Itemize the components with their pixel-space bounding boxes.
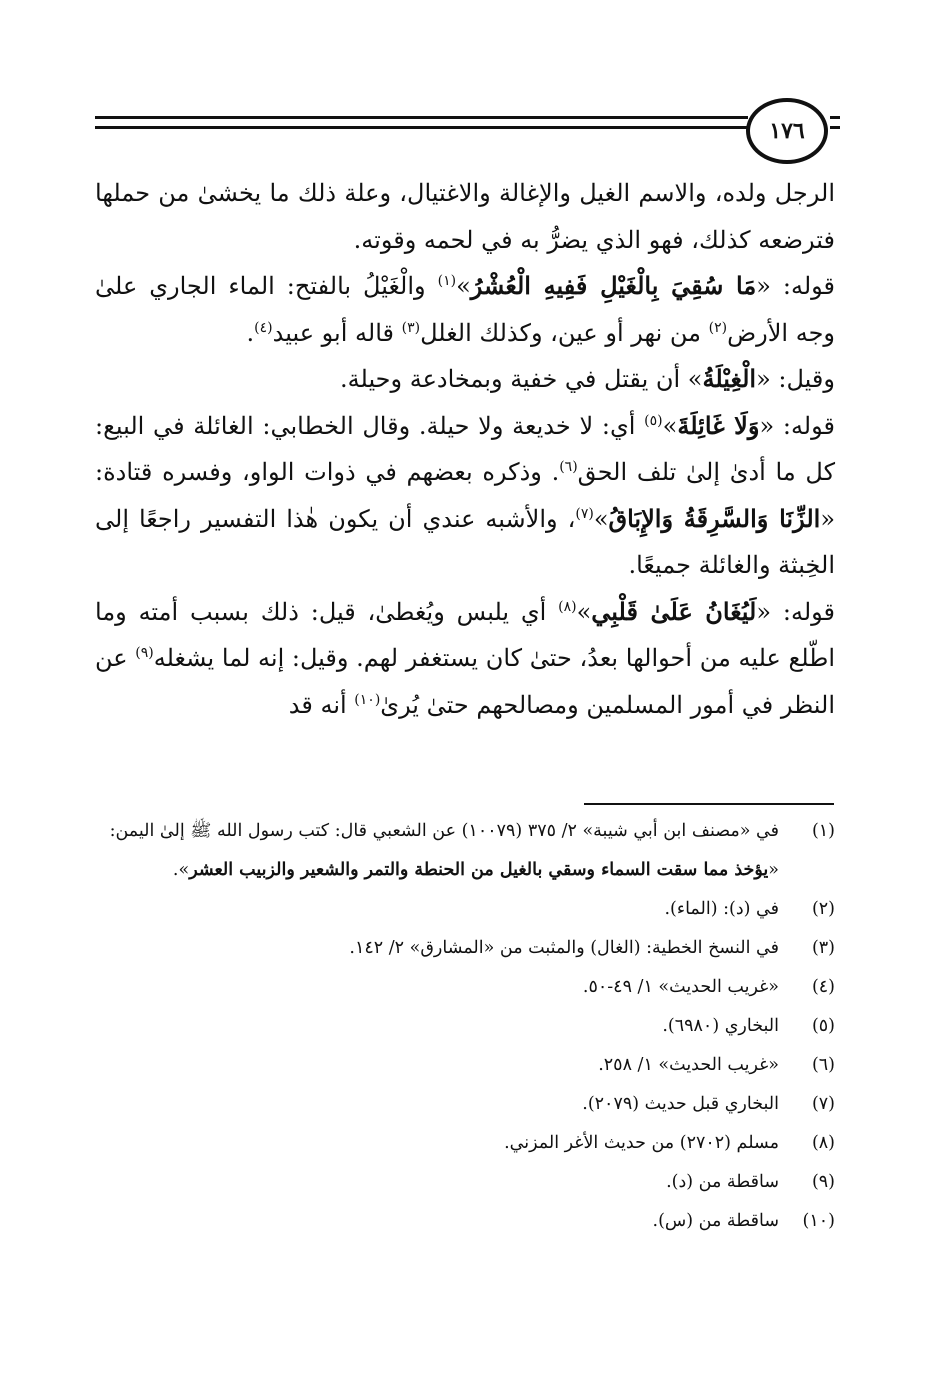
footnote-text: البخاري قبل حديث (٢٠٧٩). — [582, 1094, 779, 1114]
footnote-number: (٧) — [811, 1094, 835, 1114]
p2-text-e: قاله أبو عبيد — [272, 318, 402, 347]
footnote-text: في النسخ الخطية: (الغال) والمثبت من «المشارق» ٢/ ١٤٢. — [349, 938, 779, 958]
footnote-7 — [95, 1085, 835, 1124]
footnote-ref-4[interactable]: (٤) — [254, 319, 273, 336]
footnote-text: في (د): (الماء). — [664, 899, 779, 919]
paragraph-3 — [95, 356, 835, 403]
footnote-text: ساقطة من (د). — [666, 1172, 779, 1192]
footnote-1-text-c: ». — [172, 860, 190, 880]
p2-text-f: . — [246, 318, 255, 347]
footnote-text: «غريب الحديث» ١/ ٢٥٨. — [598, 1055, 779, 1075]
footnote-ref-7[interactable]: (٧) — [575, 505, 594, 522]
footnote-ref-2[interactable]: (٢) — [708, 319, 728, 336]
header-rule-top — [95, 116, 748, 119]
footnote-text: البخاري (٦٩٨٠). — [662, 1016, 779, 1036]
footnote-ref-10[interactable]: (١٠) — [354, 691, 381, 708]
footnotes — [95, 812, 835, 1241]
paragraph-5 — [95, 589, 835, 729]
p2-intro: قوله: « — [756, 272, 836, 300]
header-rule-right — [830, 116, 840, 119]
footnote-2 — [95, 890, 835, 929]
hadith-quote-1: مَا سُقِيَ بِالْغَيْلِ فَفِيهِ الْعُشْرُ — [470, 271, 757, 300]
p4-close-2: » — [593, 504, 609, 533]
footnote-number: (٢) — [811, 899, 835, 919]
footnote-number: (٥) — [811, 1016, 835, 1036]
footnote-number: (٩) — [811, 1172, 835, 1192]
page-number: ١٧٦ — [769, 118, 805, 144]
footnote-1-text-a: في «مصنف ابن أبي شيبة» ٢/ ٣٧٥ (١٠٠٧٩) عن الشعبي قال: كتب رسول الله ﷺ إلىٰ اليمن: « — [109, 821, 779, 880]
hadith-quote-4: لَيُغَانُ عَلَىٰ قَلْبِي — [591, 596, 757, 626]
p3-text: » أن يقتل في خفية وبمخادعة وحيلة. — [340, 365, 703, 393]
footnote-number: (٦) — [811, 1055, 835, 1075]
footnote-number: (١٠) — [802, 1211, 835, 1231]
footnote-10 — [95, 1202, 835, 1241]
footnote-text — [95, 812, 779, 890]
term-ghila: الْغِيْلَةُ — [702, 364, 757, 393]
p5-text-e: أنه قد — [288, 690, 355, 719]
p5-text-d: عن النظر في أمور المسلمين ومصالحهم حتىٰ يُرىٰ — [95, 644, 835, 719]
p4-intro: قوله: « — [759, 411, 835, 440]
footnote-ref-3[interactable]: (٣) — [401, 319, 421, 336]
footnote-ref-6[interactable]: (٦) — [559, 459, 578, 475]
p5-text-c: أي يلبس ويُغطىٰ، قيل: ذلك بسبب أمته وما اطّلع عليه من أحوالها بعدُ، حتىٰ كان يستغفر لهم. وقيل: إنه لما يشغله — [95, 597, 836, 672]
paragraph-1-text: الرجل ولده، والاسم الغيل والإغالة والاغتيال، وعلة ذلك ما يخشىٰ من حملها فترضعه كذلك، فهو الذي يضرُّ به في لحمه وقوته. — [95, 179, 835, 254]
p5-intro: قوله: « — [756, 597, 836, 626]
page-header — [95, 98, 840, 158]
footnote-ref-1[interactable]: (١) — [437, 273, 457, 289]
p4-text-f: ، والأشبه عندي أن يكون هٰذا التفسير راجعًا إلى الخِبثة والغائلة جميعًا. — [95, 504, 835, 579]
footnote-number: (٤) — [811, 977, 835, 997]
p2-text-d: من نهر أو عين، وكذلك الغلل — [420, 318, 709, 347]
footnote-5 — [95, 1007, 835, 1046]
footnote-1-quote: يؤخذ مما سقت السماء وسقي بالغيل من الحنطة والتمر والشعير والزبيب العشر — [189, 860, 769, 880]
hadith-quote-3: الزِّنَا وَالسَّرِقَةُ وَالإِبَاقُ — [608, 503, 821, 533]
paragraph-2 — [95, 263, 835, 356]
hadith-quote-2: وَلَا غَائِلَةَ — [677, 410, 760, 440]
p2-text-c: والْغَيْلُ بالفتح: الماء الجاري علىٰ وجه الأرض — [95, 272, 835, 347]
footnote-number: (٣) — [811, 938, 835, 958]
p4-text-c: أي: لا خديعة ولا حيلة. وقال الخطابي: الغائلة في البيع: كل ما أدىٰ إلىٰ تلف الحق — [95, 411, 836, 486]
footnote-text: مسلم (٢٧٠٢) من حديث الأغر المزني. — [504, 1133, 779, 1153]
footnote-text: ساقطة من (س). — [652, 1211, 779, 1231]
p4-text-d: . وذكره بعضهم في ذوات الواو، وفسره قتادة: « — [95, 458, 835, 533]
footnote-1 — [95, 812, 835, 890]
p2-close: » — [456, 272, 471, 300]
footnote-6 — [95, 1046, 835, 1085]
p3-intro: وقيل: « — [756, 365, 835, 393]
p4-close: » — [662, 411, 678, 440]
page-number-badge — [746, 98, 828, 164]
footnote-number: (١) — [811, 821, 835, 841]
footnote-4 — [95, 968, 835, 1007]
footnote-ref-9[interactable]: (٩) — [135, 645, 154, 661]
header-rule-right-2 — [830, 126, 840, 129]
paragraph-4 — [95, 403, 835, 589]
footnote-8 — [95, 1124, 835, 1163]
footnote-9 — [95, 1163, 835, 1202]
paragraph-1 — [95, 170, 835, 263]
footnote-ref-8[interactable]: (٨) — [558, 598, 577, 615]
footnote-3 — [95, 929, 835, 968]
footnote-number: (٨) — [811, 1133, 835, 1153]
footnote-ref-5[interactable]: (٥) — [644, 412, 663, 429]
header-rule-bottom — [95, 126, 748, 129]
main-text — [95, 170, 835, 728]
footnote-separator — [584, 803, 834, 805]
footnote-text: «غريب الحديث» ١/ ٤٩-٥٠. — [582, 977, 779, 997]
p5-close: » — [576, 597, 592, 626]
